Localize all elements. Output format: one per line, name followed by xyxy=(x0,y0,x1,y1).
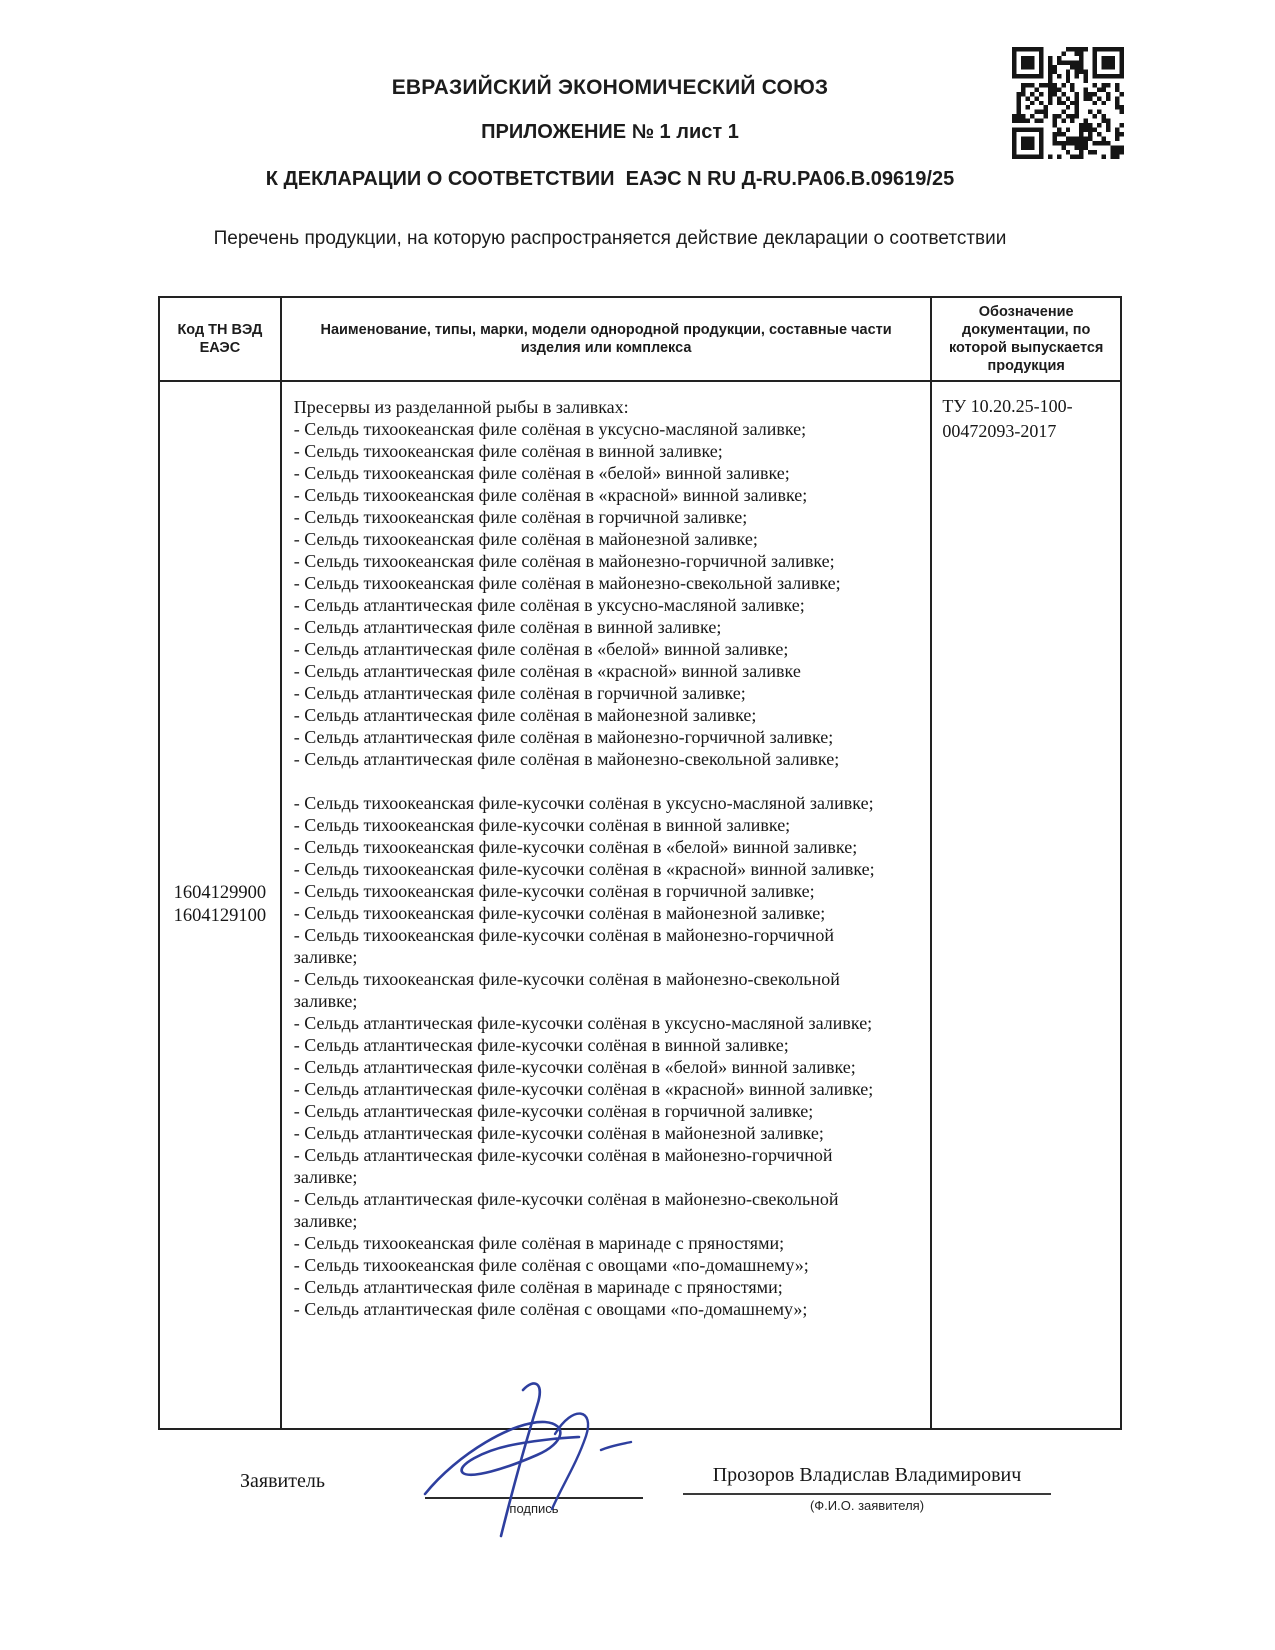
applicant-label: Заявитель xyxy=(240,1470,325,1492)
product-line: - Сельдь тихоокеанская филе-кусочки солёная в уксусно-масляной заливке; xyxy=(293,793,874,813)
declaration-number-title: К ДЕКЛАРАЦИИ О СООТВЕТСТВИИ ЕАЭС N RU Д-RU.РА06.В.09619/25 xyxy=(265,168,955,190)
product-line: - Сельдь атлантическая филе-кусочки солёная в уксусно-масляной заливке; xyxy=(293,1013,873,1033)
product-line: - Сельдь тихоокеанская филе-кусочки солёная в горчичной заливке; xyxy=(293,881,815,901)
products-group-1 xyxy=(294,418,878,770)
product-line: - Сельдь атлантическая филе солёная в уксусно-масляной заливке; xyxy=(293,595,805,615)
signature-caption: подпись xyxy=(509,1501,559,1516)
product-line: - Сельдь атлантическая филе-кусочки солёная в майонезной заливке; xyxy=(293,1123,824,1143)
product-line: - Сельдь атлантическая филе солёная в горчичной заливке; xyxy=(293,683,746,703)
product-line: - Сельдь тихоокеанская филе солёная в «красной» винной заливке; xyxy=(293,485,808,505)
product-line: - Сельдь тихоокеанская филе солёная в майонезной заливке; xyxy=(293,529,758,549)
products-list-subtitle: Перечень продукции, на которую распространяется действие декларации о соответствии xyxy=(213,228,1007,249)
product-line: - Сельдь тихоокеанская филе солёная в маринаде с пряностями; xyxy=(293,1233,785,1253)
product-line: - Сельдь тихоокеанская филе солёная с овощами «по-домашнему»; xyxy=(293,1255,809,1275)
products-group-2 xyxy=(294,792,878,1232)
tn-ved-code: 1604129900 xyxy=(173,883,267,903)
products-table xyxy=(158,296,1122,1430)
products-cell xyxy=(282,382,933,1428)
doc-reference-cell xyxy=(932,382,1120,1428)
doc-reference-line: ТУ 10.20.25-100- xyxy=(942,396,1073,416)
product-line: - Сельдь тихоокеанская филе солёная в майонезно-свекольной заливке; xyxy=(293,573,841,593)
applicant-name: Прозоров Владислав Владимирович xyxy=(683,1464,1051,1495)
product-line: - Сельдь атлантическая филе солёная в майонезно-свекольной заливке; xyxy=(293,749,840,769)
col-header-product-name: Наименование, типы, марки, модели однородной продукции, составные части изделия или комплекса xyxy=(282,298,933,380)
tn-ved-codes-cell xyxy=(160,382,282,1428)
product-line: - Сельдь тихоокеанская филе-кусочки солёная в майонезно-свекольной заливке; xyxy=(293,969,840,1011)
doc-reference-line: 00472093-2017 xyxy=(942,421,1057,441)
products-group-3 xyxy=(294,1232,878,1320)
product-line: - Сельдь атлантическая филе солёная в «красной» винной заливке xyxy=(293,661,801,681)
product-line: - Сельдь тихоокеанская филе-кусочки солёная в «красной» винной заливке; xyxy=(293,859,875,879)
product-line: - Сельдь атлантическая филе-кусочки солёная в майонезно-горчичной заливке; xyxy=(293,1145,833,1187)
annex-title: ПРИЛОЖЕНИЕ № 1 лист 1 xyxy=(481,121,739,143)
product-line: - Сельдь атлантическая филе солёная с овощами «по-домашнему»; xyxy=(293,1299,808,1319)
product-line: - Сельдь тихоокеанская филе солёная в «белой» винной заливке; xyxy=(293,463,790,483)
product-line: - Сельдь атлантическая филе солёная в майонезно-горчичной заливке; xyxy=(293,727,834,747)
applicant-name-caption: (Ф.И.О. заявителя) xyxy=(809,1498,925,1513)
product-line: - Сельдь тихоокеанская филе солёная в винной заливке; xyxy=(293,441,723,461)
product-line: - Сельдь атлантическая филе-кусочки солёная в «белой» винной заливке; xyxy=(293,1057,856,1077)
product-line: - Сельдь тихоокеанская филе солёная в уксусно-масляной заливке; xyxy=(293,419,807,439)
table-header-row xyxy=(160,298,1120,382)
product-line: - Сельдь атлантическая филе-кусочки солёная в винной заливке; xyxy=(293,1035,789,1055)
product-line: - Сельдь тихоокеанская филе-кусочки солёная в винной заливке; xyxy=(293,815,791,835)
product-line: - Сельдь тихоокеанская филе-кусочки солёная в майонезной заливке; xyxy=(293,903,826,923)
product-line: - Сельдь атлантическая филе-кусочки солёная в горчичной заливке; xyxy=(293,1101,814,1121)
col-header-tn-ved-code: Код ТН ВЭД ЕАЭС xyxy=(160,298,282,380)
union-title: ЕВРАЗИЙСКИЙ ЭКОНОМИЧЕСКИЙ СОЮЗ xyxy=(391,76,829,99)
signature xyxy=(405,1376,675,1544)
products-intro: Пресервы из разделанной рыбы в заливках: xyxy=(293,397,629,417)
applicant-name-block xyxy=(683,1464,1051,1513)
product-line: - Сельдь атлантическая филе солёная в винной заливке; xyxy=(293,617,722,637)
product-line: - Сельдь тихоокеанская филе солёная в горчичной заливке; xyxy=(293,507,748,527)
product-line: - Сельдь атлантическая филе-кусочки солёная в майонезно-свекольной заливке; xyxy=(293,1189,839,1231)
product-line: - Сельдь тихоокеанская филе-кусочки солёная в майонезно-горчичной заливке; xyxy=(293,925,834,967)
product-line: - Сельдь атлантическая филе солёная в майонезной заливке; xyxy=(293,705,757,725)
list-gap xyxy=(294,770,878,792)
product-line: - Сельдь атлантическая филе-кусочки солёная в «красной» винной заливке; xyxy=(293,1079,874,1099)
product-line: - Сельдь атлантическая филе солёная в маринаде с пряностями; xyxy=(293,1277,783,1297)
product-line: - Сельдь тихоокеанская филе солёная в майонезно-горчичной заливке; xyxy=(293,551,835,571)
col-header-documentation: Обозначение документации, по которой выпускается продукция xyxy=(948,304,1104,374)
product-line: - Сельдь тихоокеанская филе-кусочки солёная в «белой» винной заливке; xyxy=(293,837,858,857)
product-line: - Сельдь атлантическая филе солёная в «белой» винной заливке; xyxy=(293,639,789,659)
table-body-row xyxy=(160,382,1120,1428)
tn-ved-code: 1604129100 xyxy=(173,906,267,926)
